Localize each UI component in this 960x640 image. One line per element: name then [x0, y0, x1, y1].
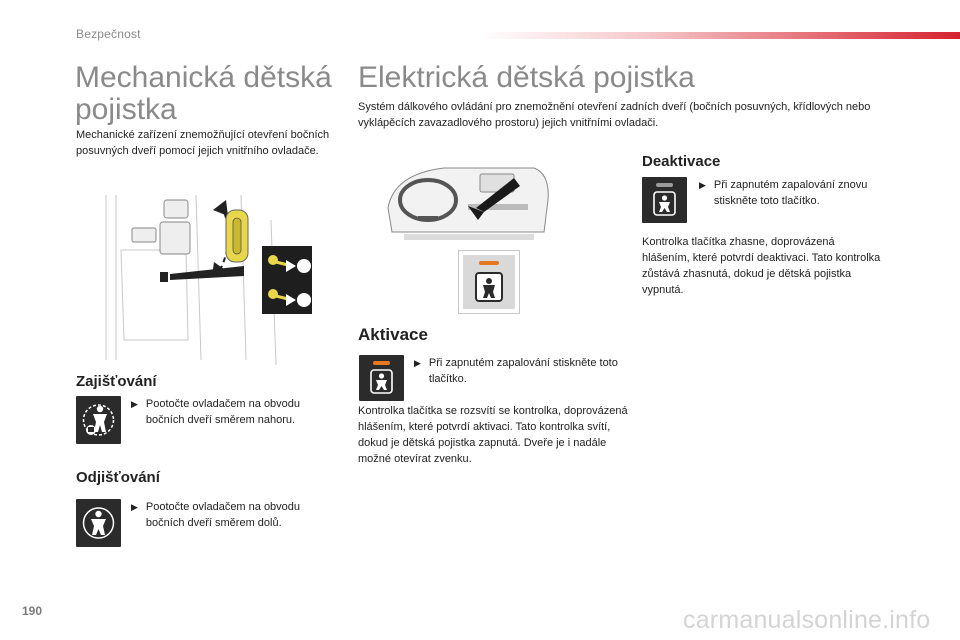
activation-description: Kontrolka tlačítka se rozsvítí se kontrolka, doprovázená hlášením, které potvrdí aktivaci. Tato kontrolka svítí, dokud je dětská pojistka zapnutá. Dveře je i nadále možné otevírat zvenku.: [358, 405, 628, 465]
activation-instruction: [414, 355, 624, 387]
child-lock-inactive-icon: [642, 177, 687, 223]
child-lock-button-large: [458, 250, 520, 314]
deactivation-description: Kontrolka tlačítka zhasne, doprovázená hlášením, které potvrdí deaktivaci. Tato kontrolka zůstává zhasnutá, dokud je dětská pojistka vypnutá.: [642, 236, 881, 296]
deactivation-instruction: [699, 177, 899, 209]
lock-instruction: [131, 396, 331, 428]
unlock-text: Pootočte ovladačem na obvodu bočních dveří směrem dolů.: [145, 501, 301, 529]
header-accent-bar: [480, 32, 960, 39]
bullet-marker: ▶: [131, 399, 138, 409]
watermark: carmanualsonline.info: [683, 606, 931, 634]
unlock-subtitle: Odjišťování: [76, 469, 160, 486]
child-lock-locked-icon: [76, 396, 121, 444]
electric-description: Systém dálkového ovládání pro znemožnění otevření zadních dveří (bočních posuvných, křídlových nebo vyklápěcích zavazadlového prostoru) jejich vnitřními ovladači.: [358, 101, 871, 129]
unlock-instruction: [131, 499, 331, 531]
deactivation-subtitle: Deaktivace: [642, 153, 721, 170]
bullet-marker: ▶: [131, 502, 138, 512]
dashboard-illustration: [384, 160, 552, 244]
mechanical-description: Mechanické zařízení znemožňující otevření bočních posuvných dveří pomocí jejich vnitřního ovladače.: [76, 129, 330, 157]
page-number: 190: [22, 604, 43, 618]
child-figure-icon: [76, 499, 121, 547]
activation-bullet-text: Při zapnutém zapalování stiskněte toto tlačítko.: [428, 357, 618, 385]
activation-subtitle: Aktivace: [358, 325, 428, 344]
mechanical-lock-title: Mechanická dětská pojistka: [75, 61, 332, 126]
lock-text: Pootočte ovladačem na obvodu bočních dveří směrem nahoru.: [145, 398, 301, 426]
bullet-marker: ▶: [414, 358, 421, 368]
electric-lock-title: Elektrická dětská pojistka: [358, 61, 695, 94]
deactivation-bullet-text: Při zapnutém zapalování znovu stiskněte toto tlačítko.: [713, 179, 868, 207]
bullet-marker: ▶: [699, 180, 706, 190]
child-lock-active-icon: [359, 355, 404, 401]
door-latch-illustration: [76, 190, 338, 365]
section-label: Bezpečnost: [76, 27, 141, 41]
lock-subtitle: Zajišťování: [76, 373, 157, 390]
